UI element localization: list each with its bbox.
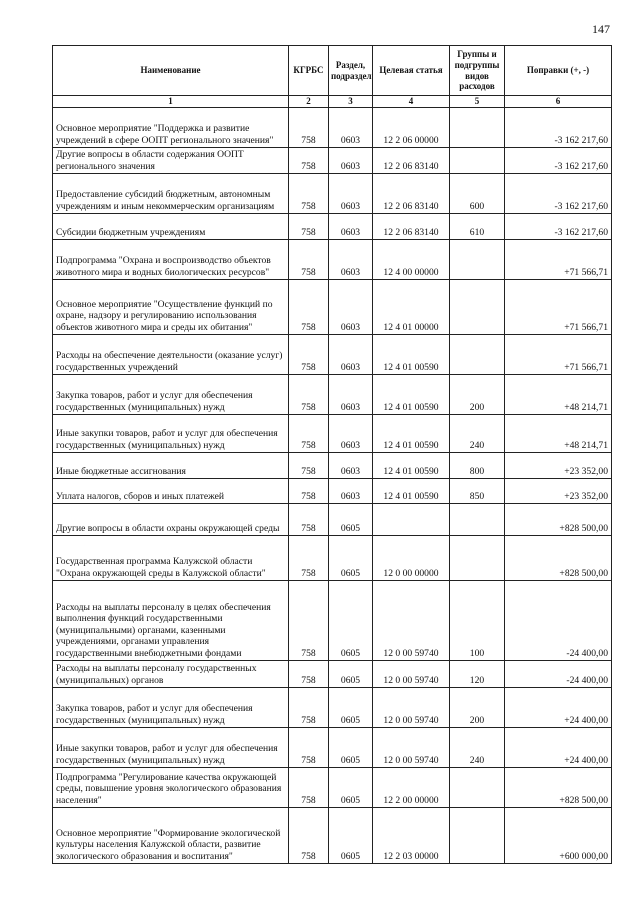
row-name: Иные закупки товаров, работ и услуг для обеспечения государственных (муниципальных) нужд xyxy=(53,728,289,768)
row-section: 0603 xyxy=(329,108,373,148)
row-amendment-amount: -3 162 217,60 xyxy=(505,108,612,148)
header-kgrbs: КГРБС xyxy=(289,46,329,96)
row-name: Подпрограмма "Регулирование качества окружающей среды, повышение уровня экологического образования населения" xyxy=(53,768,289,808)
row-section: 0605 xyxy=(329,504,373,536)
row-target-article: 12 4 01 00590 xyxy=(373,415,450,453)
row-expense-group: 100 xyxy=(450,581,505,661)
table-row xyxy=(53,375,612,415)
row-name: Основное мероприятие "Формирование экологической культуры населения Калужской области, развитие экологического образования и воспитания" xyxy=(53,808,289,864)
row-section: 0605 xyxy=(329,808,373,864)
row-name: Основное мероприятие "Поддержка и развитие учреждений в сфере ООПТ регионального значения" xyxy=(53,108,289,148)
row-amendment-amount: +828 500,00 xyxy=(505,768,612,808)
row-amendment-amount: +24 400,00 xyxy=(505,728,612,768)
row-section: 0605 xyxy=(329,768,373,808)
column-number: 5 xyxy=(450,96,505,108)
row-name: Субсидии бюджетным учреждениям xyxy=(53,214,289,240)
column-number: 6 xyxy=(505,96,612,108)
table-row xyxy=(53,280,612,335)
table-row xyxy=(53,581,612,661)
row-target-article: 12 4 01 00590 xyxy=(373,375,450,415)
row-expense-group: 240 xyxy=(450,728,505,768)
row-expense-group xyxy=(450,504,505,536)
row-name: Расходы на выплаты персоналу в целях обеспечения выполнения функций государственными (муниципальными) органами, казенными учреждениями, органами управления государственными внебюджетными фондами xyxy=(53,581,289,661)
row-amendment-amount: -3 162 217,60 xyxy=(505,148,612,174)
row-target-article: 12 0 00 59740 xyxy=(373,581,450,661)
row-amendment-amount: +23 352,00 xyxy=(505,453,612,479)
table-row xyxy=(53,174,612,214)
row-section: 0603 xyxy=(329,280,373,335)
row-expense-group: 850 xyxy=(450,479,505,504)
row-name: Государственная программа Калужской области "Охрана окружающей среды в Калужской области" xyxy=(53,536,289,581)
row-expense-group xyxy=(450,536,505,581)
table-row xyxy=(53,240,612,280)
row-section: 0603 xyxy=(329,479,373,504)
row-section: 0603 xyxy=(329,453,373,479)
row-section: 0605 xyxy=(329,581,373,661)
row-expense-group: 800 xyxy=(450,453,505,479)
row-target-article: 12 0 00 00000 xyxy=(373,536,450,581)
column-number: 2 xyxy=(289,96,329,108)
row-target-article: 12 2 06 83140 xyxy=(373,174,450,214)
row-section: 0605 xyxy=(329,688,373,728)
row-expense-group: 240 xyxy=(450,415,505,453)
row-name: Уплата налогов, сборов и иных платежей xyxy=(53,479,289,504)
row-kgrbs: 758 xyxy=(289,479,329,504)
row-expense-group xyxy=(450,148,505,174)
table-row xyxy=(53,536,612,581)
row-section: 0603 xyxy=(329,174,373,214)
row-section: 0603 xyxy=(329,335,373,375)
table-row xyxy=(53,768,612,808)
row-expense-group: 600 xyxy=(450,174,505,214)
row-target-article: 12 4 01 00590 xyxy=(373,479,450,504)
row-target-article: 12 4 01 00590 xyxy=(373,453,450,479)
row-kgrbs: 758 xyxy=(289,728,329,768)
table-row xyxy=(53,335,612,375)
row-name: Закупка товаров, работ и услуг для обеспечения государственных (муниципальных) нужд xyxy=(53,375,289,415)
row-kgrbs: 758 xyxy=(289,375,329,415)
row-target-article: 12 4 00 00000 xyxy=(373,240,450,280)
row-section: 0603 xyxy=(329,375,373,415)
row-kgrbs: 758 xyxy=(289,174,329,214)
row-name: Другие вопросы в области охраны окружающей среды xyxy=(53,504,289,536)
row-amendment-amount: -24 400,00 xyxy=(505,661,612,688)
table-row xyxy=(53,661,612,688)
row-kgrbs: 758 xyxy=(289,536,329,581)
column-number: 4 xyxy=(373,96,450,108)
row-amendment-amount: -3 162 217,60 xyxy=(505,174,612,214)
table-row xyxy=(53,808,612,864)
header-amendments: Поправки (+, -) xyxy=(505,46,612,96)
row-expense-group: 610 xyxy=(450,214,505,240)
row-kgrbs: 758 xyxy=(289,661,329,688)
header-groups: Группы и подгруппы видов расходов xyxy=(450,46,505,96)
row-kgrbs: 758 xyxy=(289,240,329,280)
row-target-article: 12 0 00 59740 xyxy=(373,728,450,768)
row-amendment-amount: +24 400,00 xyxy=(505,688,612,728)
row-section: 0603 xyxy=(329,214,373,240)
row-name: Предоставление субсидий бюджетным, автономным учреждениям и иным некоммерческим организациям xyxy=(53,174,289,214)
row-amendment-amount: -3 162 217,60 xyxy=(505,214,612,240)
column-number: 3 xyxy=(329,96,373,108)
row-kgrbs: 758 xyxy=(289,148,329,174)
row-amendment-amount: +71 566,71 xyxy=(505,240,612,280)
row-kgrbs: 758 xyxy=(289,768,329,808)
header-target: Целевая статья xyxy=(373,46,450,96)
row-name: Другие вопросы в области содержания ООПТ регионального значения xyxy=(53,148,289,174)
row-name: Подпрограмма "Охрана и воспроизводство объектов животного мира и водных биологических ресурсов" xyxy=(53,240,289,280)
row-expense-group: 120 xyxy=(450,661,505,688)
row-expense-group xyxy=(450,808,505,864)
header-section: Раздел, подраздел xyxy=(329,46,373,96)
row-target-article: 12 2 06 83140 xyxy=(373,214,450,240)
row-amendment-amount: +828 500,00 xyxy=(505,536,612,581)
row-expense-group xyxy=(450,240,505,280)
table-row xyxy=(53,108,612,148)
row-section: 0605 xyxy=(329,728,373,768)
row-amendment-amount: +71 566,71 xyxy=(505,280,612,335)
column-number-row xyxy=(53,96,612,108)
row-section: 0603 xyxy=(329,240,373,280)
row-target-article: 12 0 00 59740 xyxy=(373,688,450,728)
row-section: 0605 xyxy=(329,661,373,688)
row-name: Расходы на выплаты персоналу государственных (муниципальных) органов xyxy=(53,661,289,688)
row-kgrbs: 758 xyxy=(289,415,329,453)
row-target-article: 12 2 03 00000 xyxy=(373,808,450,864)
table-row xyxy=(53,728,612,768)
row-kgrbs: 758 xyxy=(289,108,329,148)
row-target-article xyxy=(373,504,450,536)
row-kgrbs: 758 xyxy=(289,808,329,864)
row-expense-group xyxy=(450,108,505,148)
row-name: Расходы на обеспечение деятельности (оказание услуг) государственных учреждений xyxy=(53,335,289,375)
row-target-article: 12 2 00 00000 xyxy=(373,768,450,808)
row-expense-group: 200 xyxy=(450,375,505,415)
row-target-article: 12 4 01 00590 xyxy=(373,335,450,375)
row-target-article: 12 4 01 00000 xyxy=(373,280,450,335)
row-name: Закупка товаров, работ и услуг для обеспечения государственных (муниципальных) нужд xyxy=(53,688,289,728)
table-row xyxy=(53,214,612,240)
row-section: 0605 xyxy=(329,536,373,581)
row-kgrbs: 758 xyxy=(289,504,329,536)
row-expense-group: 200 xyxy=(450,688,505,728)
row-amendment-amount: +48 214,71 xyxy=(505,375,612,415)
row-kgrbs: 758 xyxy=(289,280,329,335)
header-row xyxy=(53,46,612,96)
row-amendment-amount: +600 000,00 xyxy=(505,808,612,864)
row-amendment-amount: +828 500,00 xyxy=(505,504,612,536)
row-name: Иные закупки товаров, работ и услуг для обеспечения государственных (муниципальных) нужд xyxy=(53,415,289,453)
table-body xyxy=(53,108,612,864)
table-row xyxy=(53,415,612,453)
row-kgrbs: 758 xyxy=(289,688,329,728)
row-target-article: 12 0 00 59740 xyxy=(373,661,450,688)
table-row xyxy=(53,479,612,504)
row-target-article: 12 2 06 83140 xyxy=(373,148,450,174)
table-row xyxy=(53,453,612,479)
row-kgrbs: 758 xyxy=(289,214,329,240)
row-expense-group xyxy=(450,768,505,808)
row-expense-group xyxy=(450,280,505,335)
column-number: 1 xyxy=(53,96,289,108)
row-name: Иные бюджетные ассигнования xyxy=(53,453,289,479)
row-amendment-amount: -24 400,00 xyxy=(505,581,612,661)
page-number: 147 xyxy=(592,22,610,36)
header-name: Наименование xyxy=(53,46,289,96)
row-expense-group xyxy=(450,335,505,375)
row-amendment-amount: +71 566,71 xyxy=(505,335,612,375)
table-row xyxy=(53,504,612,536)
row-section: 0603 xyxy=(329,148,373,174)
row-kgrbs: 758 xyxy=(289,335,329,375)
row-kgrbs: 758 xyxy=(289,453,329,479)
table-row xyxy=(53,688,612,728)
row-target-article: 12 2 06 00000 xyxy=(373,108,450,148)
row-name: Основное мероприятие "Осуществление функций по охране, надзору и регулированию использования объектов животного мира и среды их обитания" xyxy=(53,280,289,335)
row-amendment-amount: +48 214,71 xyxy=(505,415,612,453)
row-kgrbs: 758 xyxy=(289,581,329,661)
row-amendment-amount: +23 352,00 xyxy=(505,479,612,504)
table-row xyxy=(53,148,612,174)
row-section: 0603 xyxy=(329,415,373,453)
budget-amendments-table xyxy=(52,45,612,864)
